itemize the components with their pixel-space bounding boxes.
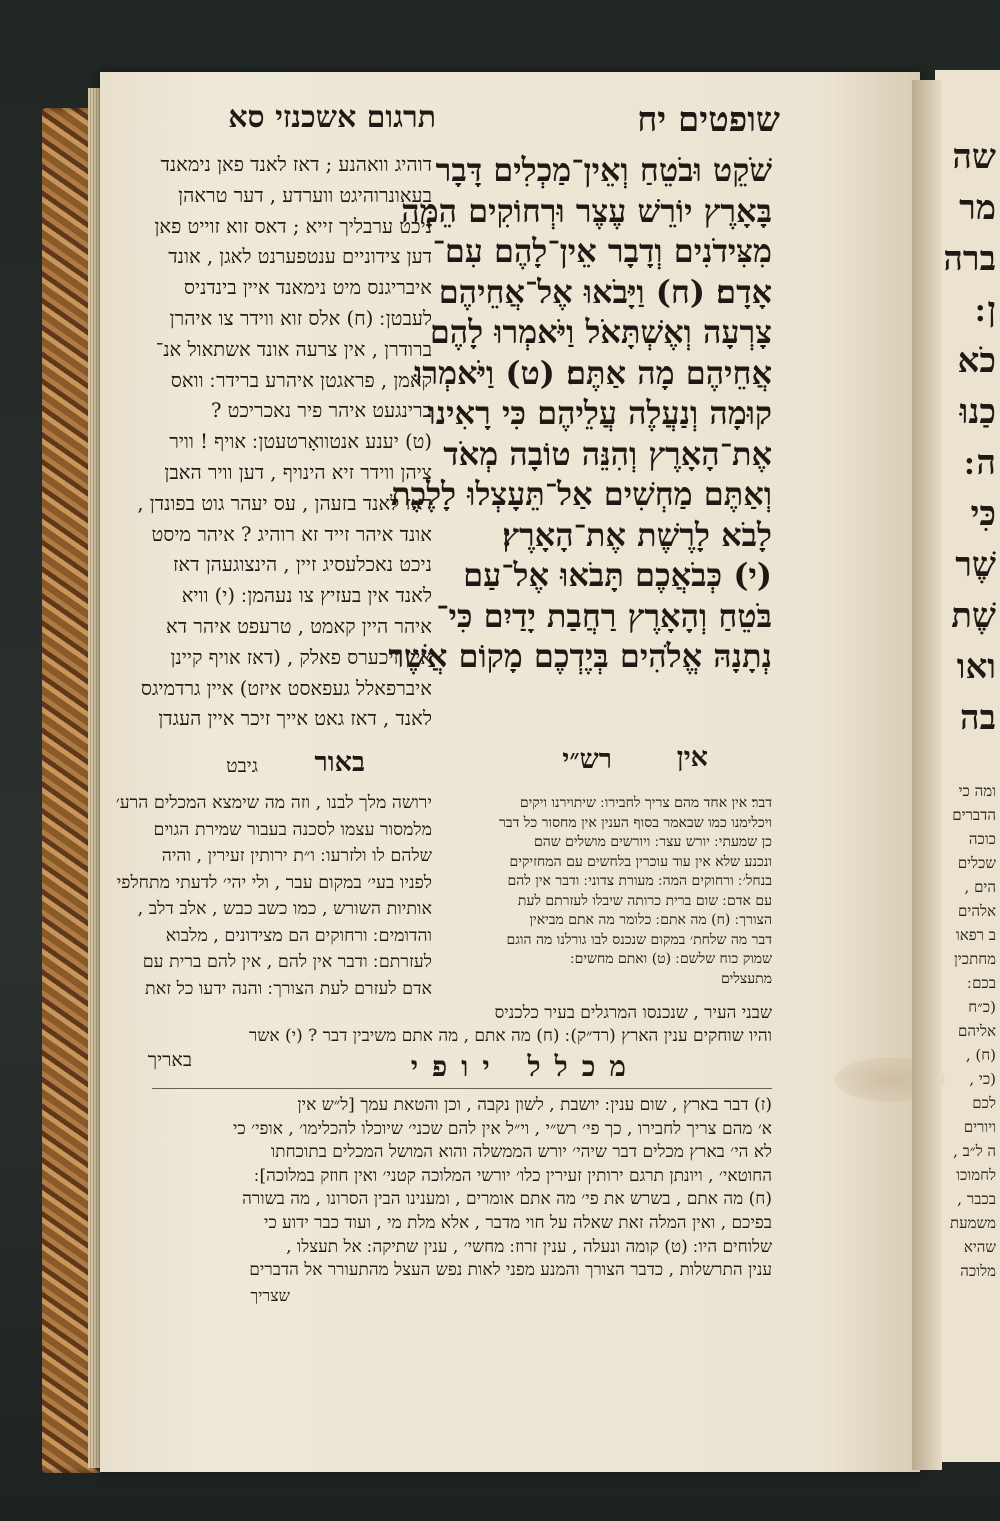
translation-line: לאנד , דאז גאט אייך זיכר איין העגדן xyxy=(158,707,432,731)
translation-line: בעאונרוהיגט ווערדע , דער טראהן xyxy=(178,183,432,207)
next-page-fragment: מר xyxy=(959,188,996,228)
translation-line: אונד איהר זייד זא רוהיג ? איהר מיסט xyxy=(151,522,432,546)
biur-line: מלמסור עצמו לסכנה בעבור שמירת הגוים xyxy=(153,819,432,840)
next-page-small-fragment: בכבר , xyxy=(957,1190,996,1208)
hebrew-line: אֶת־הָאָרֶץ וְהִנֵּה טוֹבָה מְאֹד xyxy=(443,434,772,473)
next-page-small-fragment: משמעת xyxy=(949,1214,996,1232)
mikhlal-line: שלוחים היו ׃ (ט) קומה ונעלה , ענין זרוז ׃ מחשי׳ , ענין שתיקה ׃ אל תעצלו , xyxy=(286,1236,772,1257)
biur-label: באור xyxy=(314,747,365,778)
right-running-header: שופטים יח xyxy=(637,100,780,140)
hebrew-line: לָבֹא לָרֶשֶׁת אֶת־הָאָרֶץ׃ xyxy=(502,515,772,554)
rashi-line: ונכנע שלא אין עוד עוכרין בלחשים עם המחזיקים xyxy=(509,853,772,870)
biur-line: ירושה מלך לבנו , וזה מה שימצא המכלים הרע׳ xyxy=(115,793,432,813)
hebrew-line: אֲחֵיהֶם מָה אַתֶּם׃ (ט) וַיֹּאמְרוּ xyxy=(414,353,772,392)
next-page-small-fragment: לחמוכו xyxy=(956,1166,996,1184)
next-page-small-fragment: כוכה xyxy=(968,830,996,848)
next-page-small-fragment: ב רפאו xyxy=(955,926,996,944)
rashi-line: שמוק כוח שלשם ׃ (ט) ואתם מחשים ׃ xyxy=(570,951,772,967)
continuation-catchword: באריך xyxy=(147,1049,192,1071)
continuation-line: שבני העיר , שנכנסו המרגלים בעיר כלכניס xyxy=(494,1003,772,1023)
hebrew-line: וְאַתֶּם מַחְשִׁים אַל־תֵּעָצְלוּ לָלֶכֶת xyxy=(391,475,772,513)
next-page-fragment: ברה xyxy=(943,239,996,279)
translation-line: איברפאלל געפאסט איזט) איין גרדמיגס xyxy=(140,676,432,700)
translation-line: דאז לאנד בזעהן , עס יעהר גוט בפונדן , xyxy=(137,491,432,515)
next-page-small-fragment: שכלים xyxy=(957,854,996,872)
translation-line: (ט) יענע אנטוואָרטעטן ׃ אויף ! וויר xyxy=(169,430,432,454)
translation-line: קאמן , פראגטן איהרע ברידר ׃ וואס xyxy=(170,368,432,392)
mikhlal-line: לא הי׳ בארץ מכלים דבר שיהי׳ יורש הממשלה והוא המושל המכלים בתוכחתו xyxy=(270,1142,772,1163)
next-page-small-fragment: (ח) , xyxy=(965,1046,996,1064)
translation-column xyxy=(82,150,432,735)
book-gutter xyxy=(912,80,942,1470)
next-page-fragment: ואו xyxy=(956,647,996,687)
rashi-line: מתעצלים xyxy=(720,970,772,987)
rashi-line: דבר׃ אין אחד מהם צריך לחבירו ׃ שיתוירנו ויקים xyxy=(519,795,772,811)
translation-line: לאנד אין בעזיץ צו נעהמן ׃ (י) וויא xyxy=(181,584,432,608)
next-page-small-fragment: אלהים xyxy=(958,902,996,920)
hebrew-verse-column xyxy=(390,150,772,677)
rashi-label: רש״י xyxy=(562,744,612,775)
hebrew-line: צָרְעָה וְאֶשְׁתָּאֹל וַיֹּאמְרוּ לָהֶם xyxy=(429,313,772,351)
next-page-small-fragment: לכם xyxy=(972,1094,996,1112)
hebrew-line: מִצִּידֹנִים וְדָבָר אֵין־לָהֶם עִם־ xyxy=(432,232,772,270)
rashi-line: כן שמעתי ׃ יורש עצר ׃ ויורשים מושלים שהם xyxy=(533,834,772,850)
mikhlal-line: החוטאי׳ , ויונתן תרגם ירותין זעירין כלו׳ יורשי המלוכה קטני׳ ואין חוזק במלוכה] ׃ xyxy=(254,1165,772,1186)
biur-commentary xyxy=(82,790,432,1002)
hebrew-line: נְתָנָהּ אֱלֹהִים בְּיֶדְכֶם מָקוֹם אֲשֶׁר xyxy=(388,637,772,675)
biur-line: והדומים ׃ ורחוקים הם מצידונים , מלבוא xyxy=(165,925,432,946)
continuation-lines xyxy=(82,1002,772,1048)
rashi-line: דבר מה שלחת׳ במקום שנכנס לבו גורלנו מה הוגם xyxy=(506,931,772,948)
hebrew-catchword: אין xyxy=(676,742,708,773)
next-page-small-fragment: מלוכה xyxy=(960,1262,996,1280)
rashi-line: הצורך ׃ (ח) מה אתם ׃ כלומר מה אתם מביאין xyxy=(529,912,772,928)
next-page-small-fragment: מחתכין xyxy=(953,950,996,968)
next-page-small-fragment: (כי , xyxy=(969,1070,996,1088)
next-page-edge xyxy=(935,70,1000,1462)
next-page-fragment: כַנוּ xyxy=(959,392,996,432)
translation-line: דען צידוניים ענטפערנט לאגן , אונד xyxy=(168,245,432,269)
mikhlal-line: ענין התרשלות , כדבר הצורך והמנע מפני לאות נפש העצל מהתעורר אל הדברים xyxy=(249,1260,772,1281)
hebrew-line: קוּמָה וְנַעֲלֶה עֲלֵיהֶם כִּי רָאִינוּ xyxy=(427,394,772,432)
biur-line: לעזרתם ׃ ודבר אין להם , אין להם ברית עם xyxy=(142,952,432,972)
mikhlal-yofi-label: מכלל יופי xyxy=(410,1050,640,1083)
translation-line: דוהיג וואהנע ; דאז לאנד פאן נימאנד xyxy=(160,153,432,176)
hebrew-line: (י) כְּבֹאֲכֶם תָּבֹאוּ אֶל־עַם xyxy=(463,556,772,594)
next-page-small-fragment: הדברים xyxy=(952,806,996,824)
mikhlal-line: (ז) דבר בארץ , שום ענין ׃ יושבת , לשון נקבה , וכן והטאת עמך [ל״ש אין xyxy=(297,1095,772,1115)
translation-catchword: גיבט xyxy=(226,755,258,777)
biur-line: אדם לעזרם לעת הצורך ׃ והנה ידעו כל זאת xyxy=(145,978,432,999)
next-page-fragment: כֹא xyxy=(957,341,996,381)
rashi-line: עם אדם ׃ שום ברית כרותה שיבלו לעזרתם לעת xyxy=(517,892,772,909)
biur-line: שלהם לו ולזרעו ׃ ו״ת ירותין זעירין , והיה xyxy=(161,846,432,866)
hebrew-line: בָּאָרֶץ יוֹרֵשׁ עֶצֶר וּרְחוֹקִים הֵמָּה xyxy=(401,191,772,230)
next-page-small-fragment: שהיא xyxy=(963,1238,996,1256)
left-running-header: תרגום אשכנזי סא xyxy=(228,100,436,135)
mikhlal-yofi-commentary xyxy=(82,1094,772,1283)
next-page-small-fragment: (כ״ח xyxy=(968,998,996,1016)
translation-line: איהר היין קאמט , טרעפט איהר דא xyxy=(166,614,432,638)
hebrew-line: שֹׁקֵט וּבֹטֵחַ וְאֵין־מַכְלִים דָּבָר xyxy=(435,151,772,189)
rashi-line: בנחל׳ ׃ ורחוקים המה ׃ מעורת צדוני ׃ ודבר אין להם xyxy=(507,873,772,889)
biur-line: לפניו בעי׳ במקום עבר , ולי יהי׳ לדעתי מתחלפי xyxy=(116,872,432,893)
translation-line: ניכט ערבליך זייא ; דאס זוא זוייט פאן xyxy=(154,214,432,238)
translation-line: ברינגעט איהר פיר נאכריכט ? xyxy=(210,399,432,423)
next-page-fragment: שֶׁת xyxy=(951,596,996,636)
translation-line: לעבטן ׃ (ח) אלס זוא ווידר צו איהרן xyxy=(169,306,432,330)
translation-line: איין זיכערס פאלק , (דאז אויף קיינן xyxy=(170,645,432,669)
next-page-small-fragment: הים , xyxy=(964,878,996,896)
next-page-small-fragment: ה ל״ב , xyxy=(953,1142,996,1160)
next-page-fragment: שֶׁר xyxy=(955,545,996,585)
hebrew-line: בֹּטֵחַ וְהָאָרֶץ רַחֲבַת יָדַיִם כִּי־ xyxy=(436,596,772,635)
mikhlal-line: בפיכם , ואין המלה זאת שאלה על חוי מדבר , אלא מלת מי , ועוד כבר ידוע כי xyxy=(264,1212,772,1233)
rashi-line: ויכלימנו כמו שבאמר בסוף הענין אין מחסור כל דבר xyxy=(498,814,772,831)
continuation-line: והיו שוחקים ענין הארץ (רד״ק) ׃ (ח) מה אתם , מה אתם משיבין דבר ? (י) אשר xyxy=(249,1026,772,1046)
next-page-small-fragment: אליהם xyxy=(958,1022,996,1040)
mikhlal-catchword: שצריך xyxy=(250,1286,290,1305)
hebrew-line: אָדָם׃ (ח) וַיָּבֹאוּ אֶל־אֲחֵיהֶם xyxy=(438,272,772,311)
biur-line: אותיות השורש , כמו כשב כבש , אלב דלב , xyxy=(137,899,432,919)
next-page-fragment: שה xyxy=(952,137,996,177)
mikhlal-line: א׳ מהם צריך לחבירו , כך פי׳ רש״י , וי״ל אין להם שכני׳ שיוכלו להכלימו׳ , אופי׳ כי xyxy=(232,1118,772,1139)
next-page-small-fragment: ומה כי xyxy=(958,782,996,800)
mikhlal-line: (ח) מה אתם , בשרש את פי׳ מה אתם אומרים , ומענינו הבין הסרונו , מה בשורה xyxy=(242,1189,772,1210)
next-page-fragment: כִּי xyxy=(970,494,996,534)
next-page-fragment: ן ׃ xyxy=(975,290,996,330)
next-page-fragment: בה xyxy=(960,698,996,738)
next-page-small-fragment: בכם ׃ xyxy=(967,974,996,992)
next-page-small-fragment: ויורים xyxy=(963,1118,996,1136)
next-page-fragment: ה ׃ xyxy=(964,443,996,483)
translation-line: ציהן ווידר זיא הינויף , דען וויר האבן xyxy=(164,460,432,484)
translation-line: איבריגנס מיט נימאנד איין בינדניס xyxy=(183,276,432,300)
translation-line: ניכט נאכלעסיג זיין , הינצוגעהן דאז xyxy=(172,553,432,577)
book-page xyxy=(100,72,920,1472)
section-rule xyxy=(152,1088,772,1089)
translation-line: ברודרן , אין צרעה אונד אשתאול אנ־ xyxy=(155,337,432,361)
rashi-commentary xyxy=(394,794,772,989)
